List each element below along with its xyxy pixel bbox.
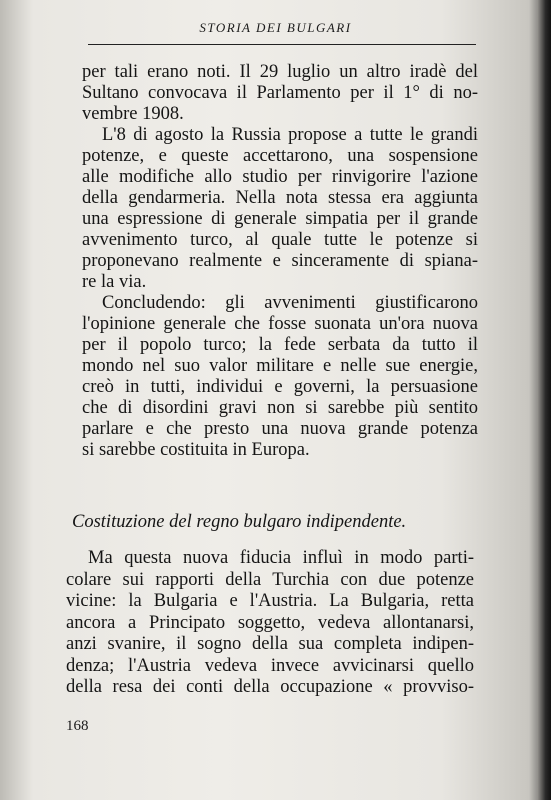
text-line: per tali erano noti. Il 29 luglio un altro iradè del <box>82 62 478 82</box>
text-line: ancora a Principato soggetto, vedeva allontanarsi, <box>66 612 474 633</box>
text-line: della resa dei conti della occupazione « provviso- <box>66 677 474 697</box>
text-line: Ma questa nuova fiducia influì in modo parti- <box>88 548 474 568</box>
text-line: parlare e che presto una nuova grande potenza <box>82 419 478 439</box>
text-line: che di disordini gravi non si sarebbe più sentito <box>82 398 478 418</box>
text-line: una espressione di generale simpatia per il grande <box>82 209 478 229</box>
text-line: vembre 1908. <box>82 104 184 124</box>
text-line: avvenimento turco, al quale tutte le potenze si <box>82 230 478 250</box>
section-body-text <box>66 548 474 699</box>
section-title: Costituzione del regno bulgaro indipendente. <box>72 512 407 532</box>
text-line: creò in tutti, individui e governi, la persuasione <box>82 377 478 397</box>
text-line: mondo nel suo valor militare e nelle sue energie, <box>82 356 478 376</box>
text-line: Concludendo: gli avvenimenti giustificarono <box>102 293 478 313</box>
page-number: 168 <box>66 718 89 734</box>
text-line: potenze, e queste accettarono, una sospensione <box>82 146 478 166</box>
text-line: alle modifiche allo studio per rinvigorire l'azione <box>82 167 478 187</box>
header-rule <box>88 44 476 45</box>
text-line: vicine: la Bulgaria e l'Austria. La Bulgaria, retta <box>66 591 474 611</box>
text-line: della gendarmeria. Nella nota stessa era aggiunta <box>82 188 478 208</box>
body-text <box>82 62 478 461</box>
paragraph-2 <box>82 125 478 293</box>
paragraph-3 <box>82 293 478 461</box>
book-gutter-shadow <box>537 0 551 800</box>
text-line: l'opinione generale che fosse suonata un'ora nuova <box>82 314 478 334</box>
text-line: colare sui rapporti della Turchia con due potenze <box>66 569 474 590</box>
text-line: proponevano realmente e sinceramente di spiana- <box>82 251 478 271</box>
text-line: L'8 di agosto la Russia propose a tutte le grandi <box>102 125 478 145</box>
text-line: per il popolo turco; la fede serbata da tutto il <box>82 335 478 355</box>
text-line: re la via. <box>82 272 147 292</box>
text-line: si sarebbe costituita in Europa. <box>82 440 310 460</box>
text-line: anzi svanire, il sogno della sua completa indipen- <box>66 634 474 654</box>
text-line: Sultano convocava il Parlamento per il 1° di no- <box>82 83 478 103</box>
paragraph-1 <box>82 62 478 125</box>
running-head: STORIA DEI BULGARI <box>199 20 352 35</box>
text-line: denza; l'Austria vedeva invece avvicinarsi quello <box>66 655 474 676</box>
